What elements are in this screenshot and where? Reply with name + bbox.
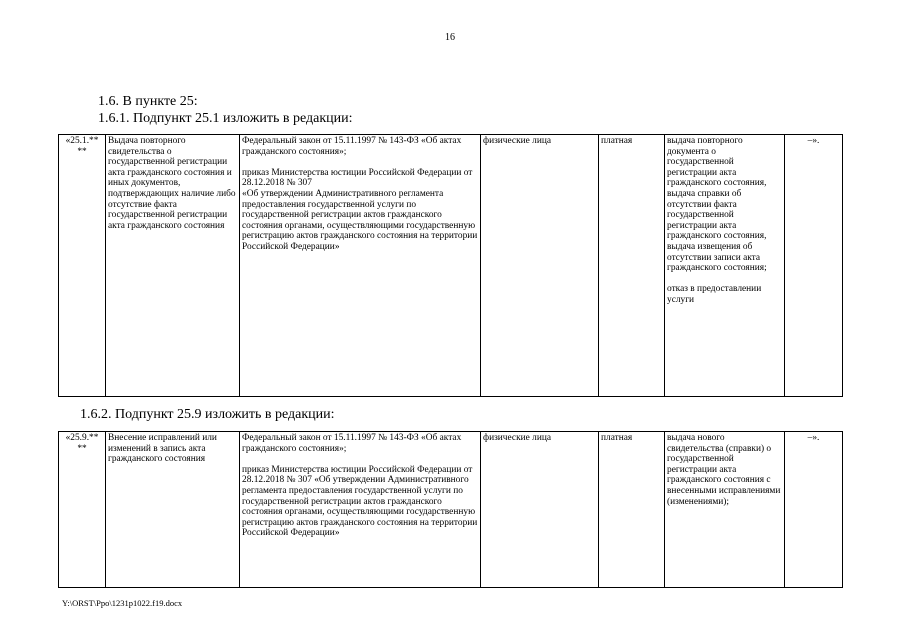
service-name: Внесение исправлений или изменений в запись акта гражданского состояния [106, 432, 240, 588]
item-number: «25.1.** ** [59, 135, 106, 397]
subsection-1-heading: 1.6.1. Подпункт 25.1 изложить в редакции: [98, 111, 353, 126]
section-heading: 1.6. В пункте 25: [98, 94, 198, 109]
payment-type: платная [599, 135, 665, 397]
table-row [59, 432, 843, 588]
service-result: выдача повторного документа о государственной регистрации акта гражданского состояния, выдача справки об отсутствии факта государственной регистрации акта гражданского состояния, выдача извещения об отсутствии записи акта гражданского состояния; отказ в предоставлении услуги [665, 135, 785, 397]
legal-basis: Федеральный закон от 15.11.1997 № 143-ФЗ «Об актах гражданского состояния»; приказ Министерства юстиции Российской Федерации от 28.12.2018 № 307 «Об утверждении Административного регламента предоставления государственной услуги по государственной регистрации актов гражданского состояния органами, осуществляющими государственную регистрацию актов гражданского состояния на территории Российской Федерации» [240, 432, 481, 588]
recipient: физические лица [481, 135, 599, 397]
recipient: физические лица [481, 432, 599, 588]
subsection-2-heading: 1.6.2. Подпункт 25.9 изложить в редакции: [80, 407, 335, 422]
legal-basis: Федеральный закон от 15.11.1997 № 143-ФЗ «Об актах гражданского состояния»; приказ Министерства юстиции Российской Федерации от 28.12.2018 № 307 «Об утверждении Административного регламента предоставления государственной услуги по государственной регистрации актов гражданского состояния органами, осуществляющими государственную регистрацию актов гражданского состояния на территории Российской Федерации» [240, 135, 481, 397]
payment-type: платная [599, 432, 665, 588]
item-number: «25.9.** ** [59, 432, 106, 588]
page-number: 16 [445, 32, 455, 43]
table-subpoint-25-1 [58, 134, 843, 397]
footer-file-path: Y:\ORST\Ppo\1231p1022.f19.docx [62, 598, 183, 608]
table-subpoint-25-9 [58, 431, 843, 588]
service-result: выдача нового свидетельства (справки) о государственной регистрации акта гражданского состояния с внесенными исправлениями (изменениями); [665, 432, 785, 588]
row-end-mark: –». [785, 432, 843, 588]
row-end-mark: –». [785, 135, 843, 397]
service-name: Выдача повторного свидетельства о государственной регистрации акта гражданского состояния и иных документов, подтверждающих наличие либо отсутствие факта государственной регистрации акта гражданского состояния [106, 135, 240, 397]
table-row [59, 135, 843, 397]
